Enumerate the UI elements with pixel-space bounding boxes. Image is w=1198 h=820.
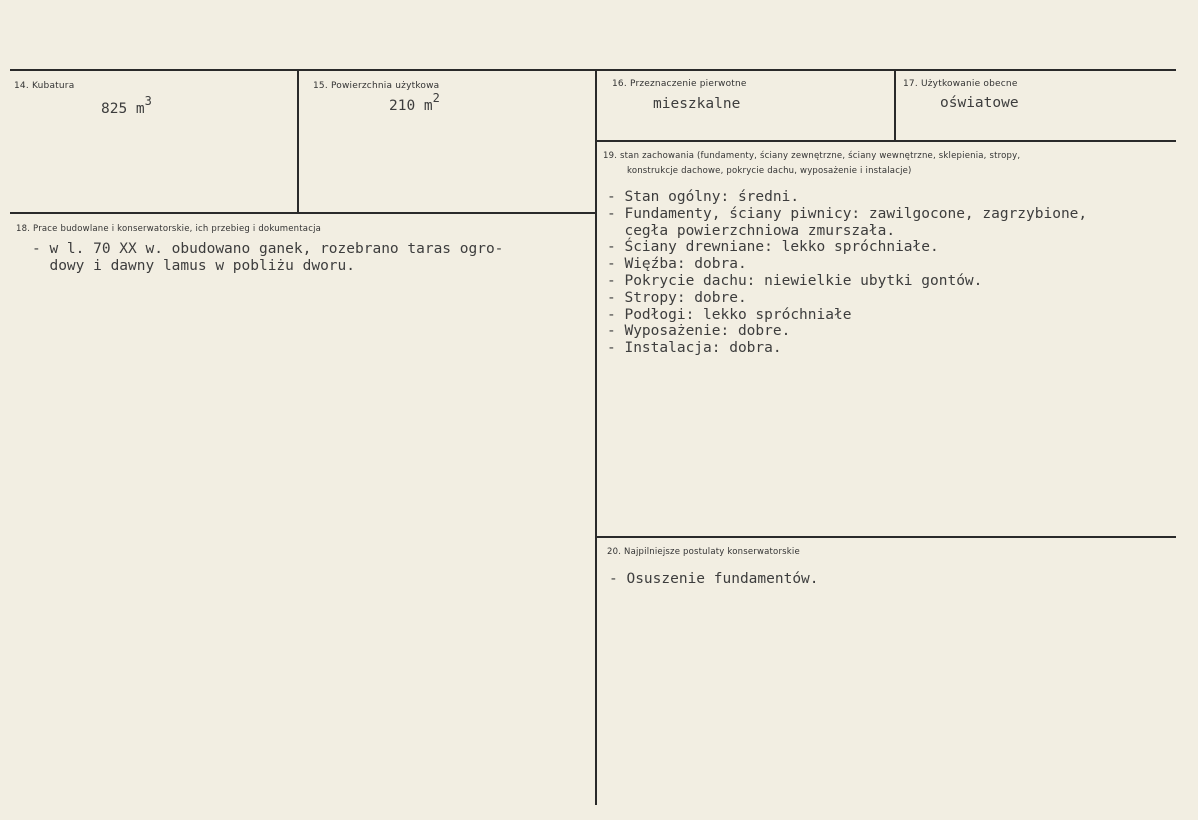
rule-under-14-15 [10, 212, 595, 214]
kubatura-value: 825 m [101, 101, 145, 117]
list-item: - w l. 70 XX w. obudowano ganek, rozebrano taras ogro- [32, 241, 504, 257]
top-rule [10, 69, 1176, 71]
field-15-value [389, 91, 440, 115]
powierzchnia-unit-exponent: 2 [432, 91, 440, 105]
list-item: cegła powierzchniowa zmurszała. [607, 222, 896, 239]
divider-16-17 [894, 71, 896, 141]
field-16-label: 16. Przeznaczenie pierwotne [612, 79, 747, 89]
powierzchnia-value: 210 m [389, 98, 433, 114]
field-18-list [32, 241, 503, 275]
kubatura-unit-exponent: 3 [144, 94, 152, 108]
field-20-label: 20. Najpilniejsze postulaty konserwatorskie [607, 547, 800, 557]
field-19-label-continued: konstrukcje dachowe, pokrycie dachu, wyposażenie i instalacje) [627, 166, 912, 176]
rule-under-19 [597, 536, 1176, 538]
list-item: - Stropy: dobre. [607, 289, 747, 306]
list-item: - Instalacja: dobra. [607, 340, 782, 357]
list-item: - Więźba: dobra. [607, 256, 747, 273]
divider-14-15 [297, 71, 299, 213]
list-item: - Osuszenie fundamentów. [609, 571, 819, 587]
list-item: - Wyposażenie: dobre. [607, 323, 791, 340]
field-16-value: mieszkalne [653, 96, 741, 112]
field-14-label: 14. Kubatura [14, 81, 75, 91]
field-15-label: 15. Powierzchnia użytkowa [313, 81, 440, 91]
list-item: - Stan ogólny: średni. [607, 189, 800, 205]
field-19-list [607, 189, 1087, 357]
list-item: - Pokrycie dachu: niewielkie ubytki gontów. [607, 272, 983, 289]
field-17-label: 17. Użytkowanie obecne [903, 79, 1018, 89]
field-17-value: oświatowe [940, 95, 1019, 111]
list-item: dowy i dawny lamus w pobliżu dworu. [32, 257, 356, 274]
field-19-label: 19. stan zachowania (fundamenty, ściany zewnętrzne, ściany wewnętrzne, sklepienia, stropy, [603, 151, 1021, 161]
field-18-label: 18. Prace budowlane i konserwatorskie, ich przebieg i dokumentacja [16, 224, 322, 234]
list-item: - Fundamenty, ściany piwnicy: zawilgocone, zagrzybione, [607, 205, 1088, 222]
list-item: - Ściany drewniane: lekko spróchniałe. [607, 239, 939, 256]
list-item: - Podłogi: lekko spróchniałe [607, 306, 852, 323]
field-14-value [101, 94, 152, 118]
rule-under-16-17 [597, 140, 1176, 142]
divider-main-vertical [595, 71, 597, 805]
field-20-list [609, 571, 819, 588]
